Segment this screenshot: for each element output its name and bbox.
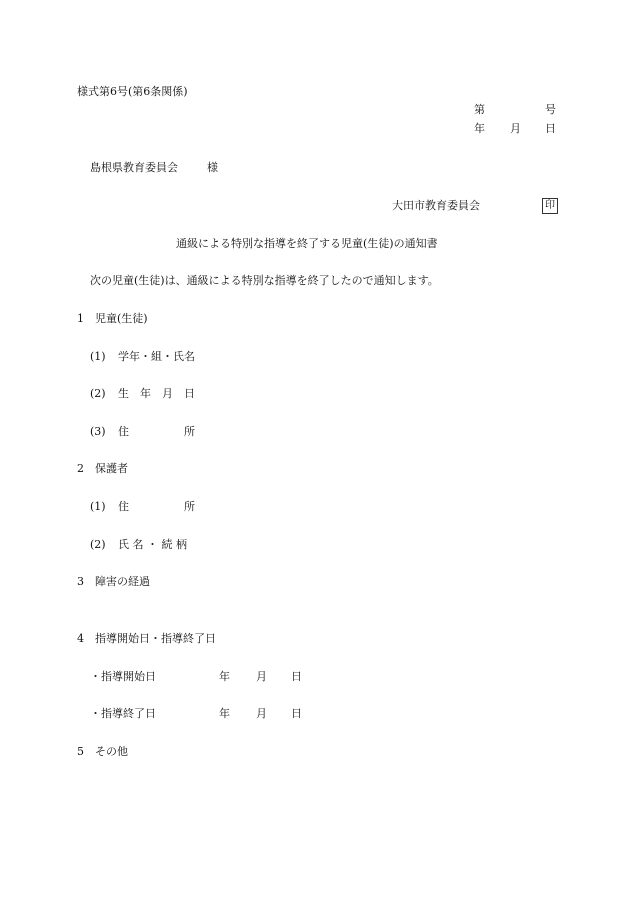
section-3-number: 3 (77, 575, 84, 588)
section-1-item-1-label: 学年・組・氏名 (118, 350, 195, 363)
section-5-number: 5 (77, 745, 84, 758)
sender-name: 大田市教育委員会 (392, 199, 480, 212)
guidance-end-month: 月 (256, 707, 267, 720)
guidance-start-year: 年 (219, 670, 230, 683)
section-2-item-2-label: 氏 名 ・ 続 柄 (118, 538, 187, 551)
seal-mark: 印 (542, 198, 558, 214)
addressee-name: 島根県教育委員会 (90, 161, 178, 174)
date-month-label: 月 (510, 122, 521, 135)
date-year-label: 年 (474, 122, 485, 135)
section-1-item-2-label: 生 年 月 日 (118, 387, 195, 400)
section-2-item-1-number: (1) (90, 500, 106, 513)
section-1-item-2-number: (2) (90, 387, 106, 400)
intro-text: 次の児童(生徒)は、通級による特別な指導を終了したので通知します。 (90, 274, 439, 287)
addressee-honorific: 様 (207, 161, 218, 174)
guidance-end-year: 年 (219, 707, 230, 720)
document-number-prefix: 第 (474, 103, 485, 116)
section-1-item-3-number: (3) (90, 425, 106, 438)
section-3-label: 障害の経過 (95, 575, 150, 588)
section-1-item-3-label: 住 所 (118, 425, 195, 438)
section-5-label: その他 (95, 745, 128, 758)
guidance-end-label: ・指導終了日 (90, 707, 156, 720)
section-2-item-1-label: 住 所 (118, 500, 195, 513)
document-number-suffix: 号 (545, 103, 556, 116)
form-number: 様式第6号(第6条関係) (77, 85, 188, 98)
document-title: 通級による特別な指導を終了する児童(生徒)の通知書 (176, 237, 438, 250)
section-2-number: 2 (77, 462, 84, 475)
guidance-end-day: 日 (291, 707, 302, 720)
date-day-label: 日 (545, 122, 556, 135)
section-4-number: 4 (77, 632, 84, 645)
section-1-item-1-number: (1) (90, 350, 106, 363)
section-1-label: 児童(生徒) (95, 312, 148, 325)
guidance-start-day: 日 (291, 670, 302, 683)
guidance-start-month: 月 (256, 670, 267, 683)
section-2-label: 保護者 (95, 462, 128, 475)
section-2-item-2-number: (2) (90, 538, 106, 551)
section-1-number: 1 (77, 312, 84, 325)
section-4-label: 指導開始日・指導終了日 (95, 632, 216, 645)
guidance-start-label: ・指導開始日 (90, 670, 156, 683)
